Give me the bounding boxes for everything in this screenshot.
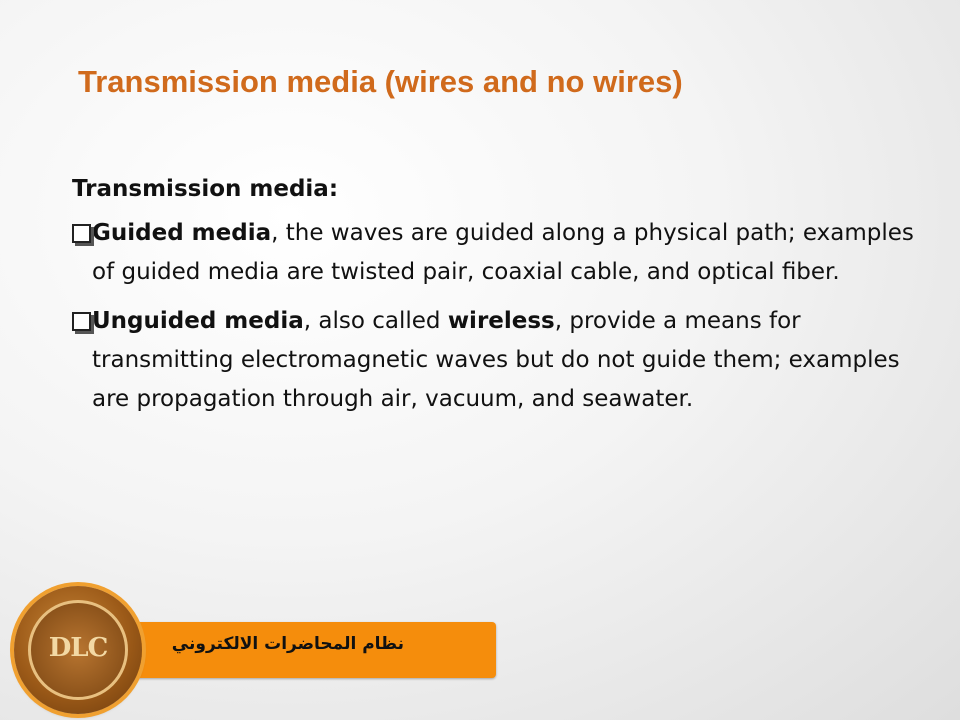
square-bullet-icon <box>72 312 91 331</box>
bullet-text: , provide a means for transmitting electromagnetic waves but do not guide them; examples are propagation through air, vacuum, and seawater. <box>92 308 900 412</box>
bullet-text: , the waves are guided along a physical path; examples of guided media are twisted pair, coaxial cable, and optical fiber. <box>92 220 914 285</box>
footer-bar <box>110 622 496 678</box>
bullet-term-wireless: wireless <box>447 308 555 334</box>
bullet-text: , also called <box>303 308 448 334</box>
bullet-unguided-media <box>72 302 932 419</box>
university-seal-logo <box>14 586 142 714</box>
logo-text: DLC <box>48 633 108 663</box>
square-bullet-icon <box>72 224 91 243</box>
bullet-guided-media <box>72 214 932 292</box>
subheading: Transmission media: <box>72 176 339 202</box>
slide-content <box>72 176 932 429</box>
bullet-term: Unguided media <box>92 308 304 334</box>
bullet-term: Guided media <box>92 220 272 246</box>
slide-title: Transmission media (wires and no wires) <box>78 64 683 99</box>
footer-label: نظام المحاضرات الالكتروني <box>171 634 404 654</box>
logo-inner-ring <box>28 600 128 700</box>
